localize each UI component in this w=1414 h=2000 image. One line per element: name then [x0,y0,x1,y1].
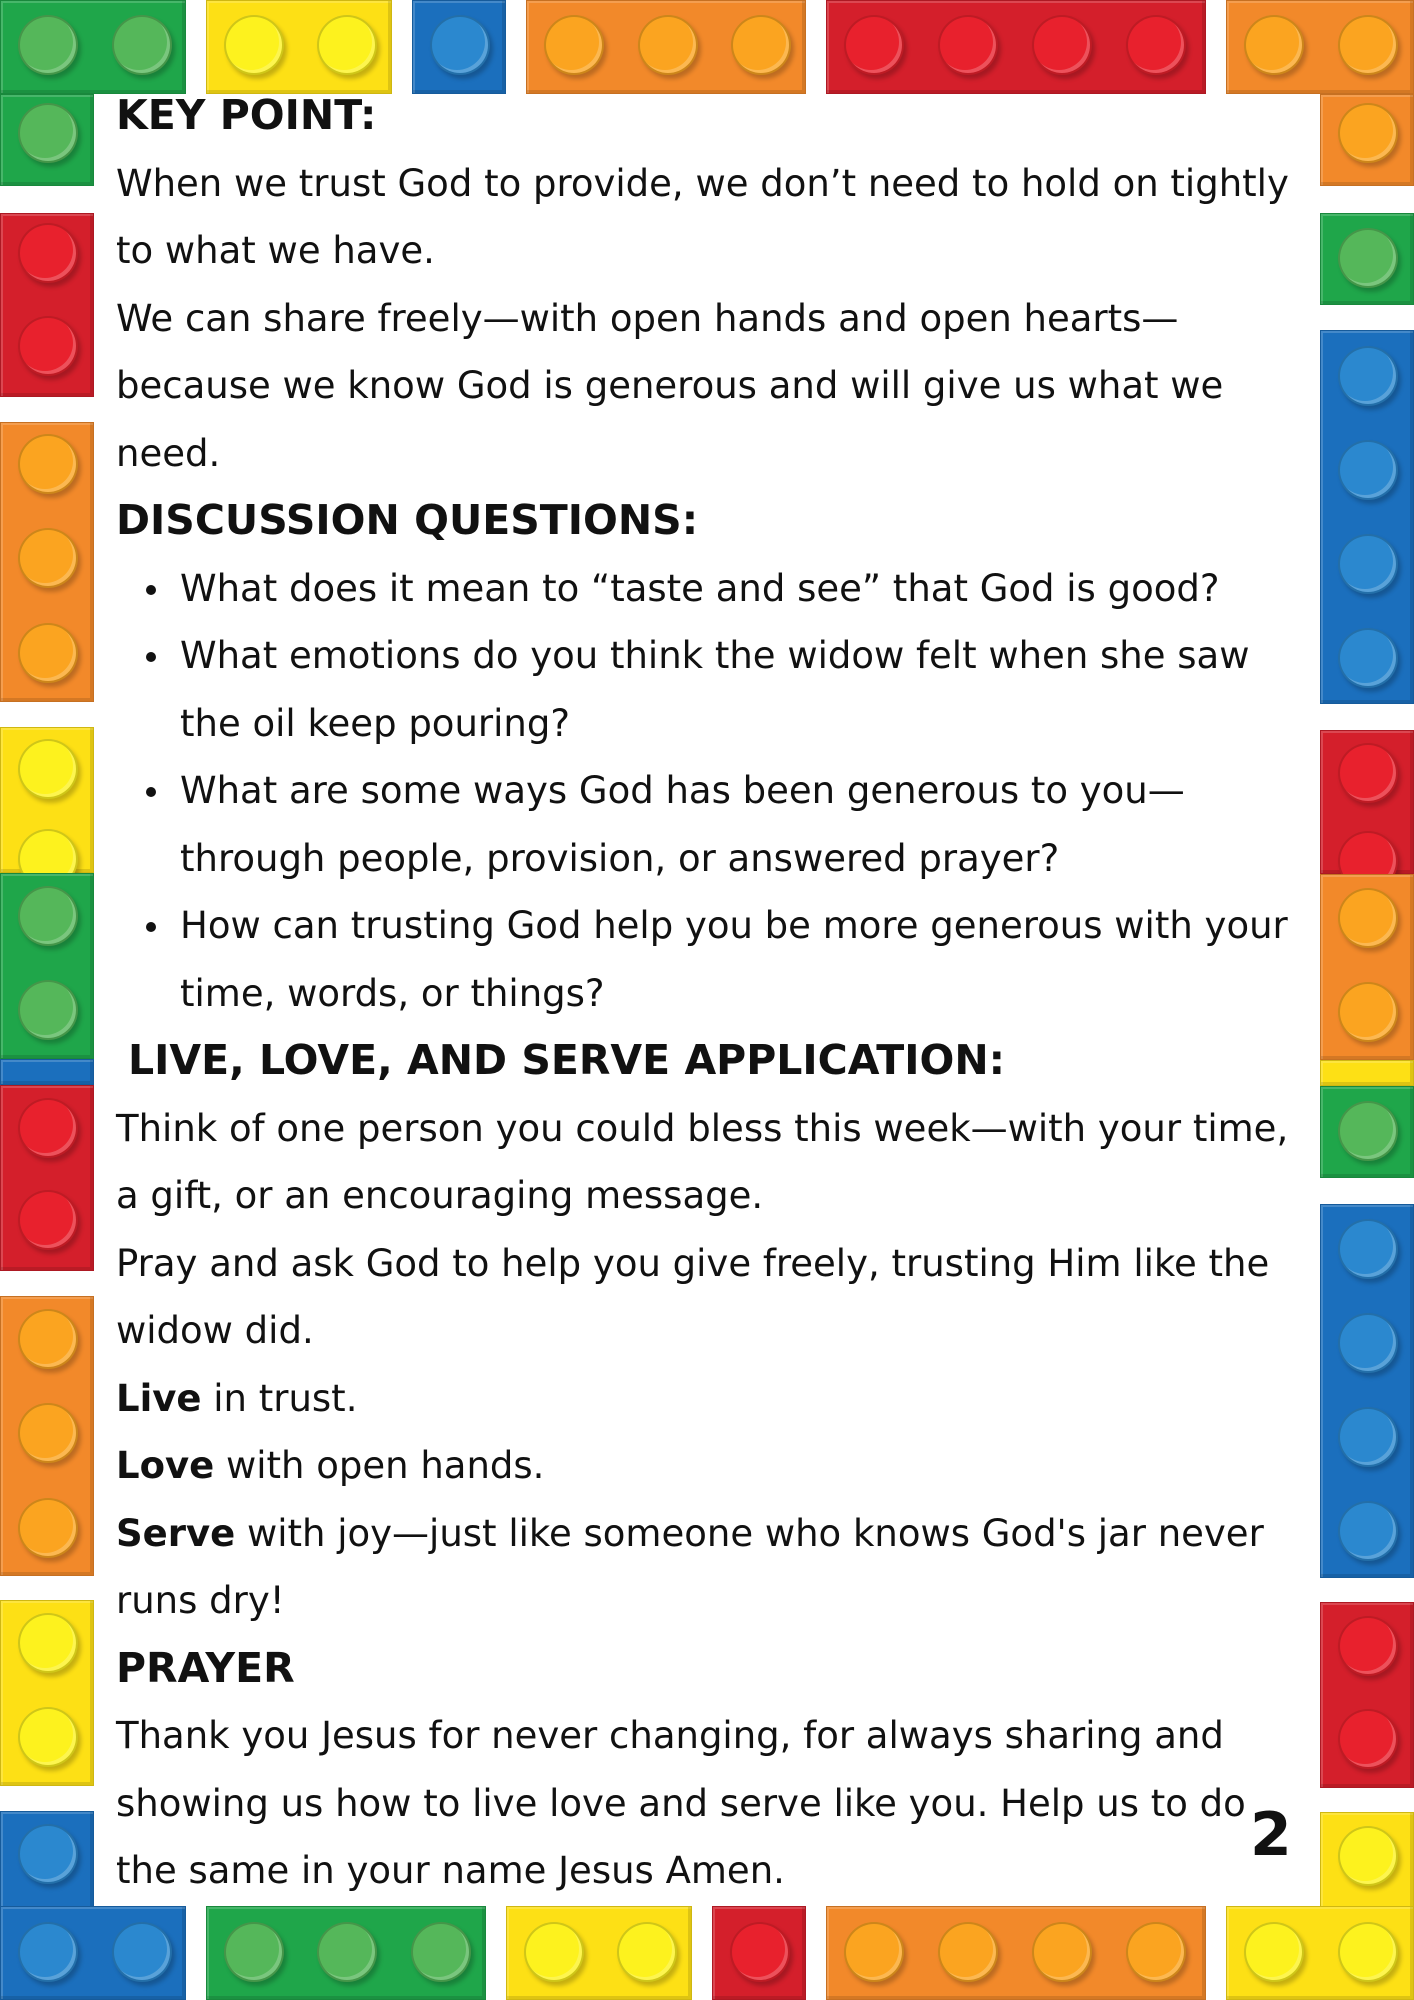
discussion-question: What does it mean to “taste and see” that God is good? [180,555,1316,623]
yellow-lego-brick [0,1600,94,1786]
application-heading: LIVE, LOVE, AND SERVE APPLICATION: [128,1036,1006,1084]
lego-stud [938,15,998,75]
lego-stud [1338,1407,1398,1467]
yellow-lego-brick [1320,1812,1414,1910]
lego-stud [1338,628,1398,688]
application-point-live [116,1365,1316,1433]
lego-stud [18,1498,78,1558]
lego-stud [524,1922,584,1982]
lego-stud [18,1824,78,1884]
lego-stud [1338,1501,1398,1561]
lego-stud [112,1922,172,1982]
blue-lego-brick [0,1059,94,1085]
lego-stud [730,1922,790,1982]
lego-stud [18,223,78,283]
lego-stud [18,980,78,1040]
lego-stud [1032,1922,1092,1982]
green-lego-brick [0,0,186,94]
lego-stud [1032,15,1092,75]
discussion-question: What are some ways God has been generous to you—through people, provision, or answered prayer? [180,757,1316,892]
red-lego-brick [0,213,94,397]
lego-stud [1338,1826,1398,1886]
lego-stud [317,1922,377,1982]
lego-stud [617,1922,677,1982]
lego-stud [1338,743,1398,803]
lego-stud [18,528,78,588]
lego-stud [411,1922,471,1982]
application-point-love-bold: Love [116,1444,215,1487]
application-point-live-text: in trust. [201,1376,358,1420]
lego-stud [18,1309,78,1369]
lego-stud [18,434,78,494]
yellow-lego-brick [506,1906,692,2000]
lego-stud [112,15,172,75]
lego-stud [1338,1101,1398,1161]
orange-lego-brick [1320,94,1414,186]
lego-stud [18,1922,78,1982]
key-point-heading: KEY POINT: [116,91,377,139]
application-point-love-text: with open hands. [214,1444,545,1487]
page-content [116,82,1316,1905]
orange-lego-brick [1226,0,1414,94]
lego-stud [1244,1922,1304,1982]
lego-stud [1338,1922,1398,1982]
red-lego-brick [826,0,1206,94]
lego-stud [938,1922,998,1982]
lego-stud [317,15,377,75]
yellow-lego-brick [0,727,94,873]
red-lego-brick [1320,730,1414,874]
lego-stud [1338,1616,1398,1676]
orange-lego-brick [0,1296,94,1576]
lego-stud [544,15,604,75]
blue-lego-brick [412,0,506,94]
lego-stud [18,316,78,376]
blue-lego-brick [0,1811,94,1911]
prayer-heading: PRAYER [116,1643,295,1692]
discussion-heading: DISCUSSION QUESTIONS: [116,496,699,544]
lego-stud [1338,1219,1398,1279]
lego-stud [18,1613,78,1673]
lego-stud [731,15,791,75]
discussion-section [116,487,1316,1027]
lego-stud [1338,1709,1398,1769]
lego-stud [18,1403,78,1463]
lego-stud [1338,1313,1398,1373]
green-lego-brick [1320,213,1414,305]
lego-stud [638,15,698,75]
lego-stud [18,1190,78,1250]
key-point-paragraph-2: We can share freely—with open hands and open hearts—because we know God is generous and will give us what we need. [116,296,1224,475]
yellow-lego-brick [1320,1060,1414,1086]
orange-lego-brick [526,0,806,94]
lego-stud [1338,15,1398,75]
application-paragraph-2: Pray and ask God to help you give freely, trusting Him like the widow did. [116,1241,1270,1352]
lego-stud [18,103,78,163]
orange-lego-brick [826,1906,1206,2000]
lego-stud [1338,228,1398,288]
lego-stud [1338,346,1398,406]
lego-stud [18,886,78,946]
yellow-lego-brick [206,0,392,94]
lego-stud [1338,534,1398,594]
lego-stud [430,15,490,75]
lego-stud [844,15,904,75]
lego-stud [18,623,78,683]
discussion-question: How can trusting God help you be more generous with your time, words, or things? [180,892,1316,1027]
lego-stud [224,15,284,75]
lego-stud [1126,1922,1186,1982]
green-lego-brick [206,1906,486,2000]
blue-lego-brick [1320,1204,1414,1578]
application-point-serve-bold: Serve [116,1511,236,1555]
application-point-love [116,1432,1316,1500]
blue-lego-brick [0,1906,186,2000]
prayer-section [116,1635,1316,1905]
application-point-live-bold: Live [116,1376,202,1420]
yellow-lego-brick [1226,1906,1414,2000]
lego-stud [1338,440,1398,500]
application-point-serve [116,1500,1316,1635]
lego-stud [18,1098,78,1158]
lego-stud [18,15,78,75]
lego-stud [1244,15,1304,75]
green-lego-brick [1320,1086,1414,1178]
red-lego-brick [1320,1602,1414,1788]
key-point-paragraph-1: When we trust God to provide, we don’t need to hold on tightly to what we have. [116,161,1289,272]
red-lego-brick [712,1906,806,2000]
key-point-section [116,82,1316,487]
green-lego-brick [0,873,94,1059]
application-section [116,1027,1316,1635]
discussion-question: What emotions do you think the widow felt when she saw the oil keep pouring? [180,622,1316,757]
lego-stud [18,739,78,799]
blue-lego-brick [1320,330,1414,704]
discussion-question-list [116,555,1316,1028]
lego-stud [1338,888,1398,948]
red-lego-brick [0,1085,94,1271]
application-point-serve-text: with joy—just like someone who knows God's jar never runs dry! [116,1511,1264,1622]
application-paragraph-1: Think of one person you could bless this week—with your time, a gift, or an encouraging message. [116,1106,1289,1217]
lego-stud [1338,982,1398,1042]
lego-stud [18,1707,78,1767]
orange-lego-brick [1320,874,1414,1060]
lego-stud [1338,103,1398,163]
lego-stud [844,1922,904,1982]
orange-lego-brick [0,422,94,702]
page-number: 2 [1250,1800,1292,1870]
lego-stud [1126,15,1186,75]
prayer-text: Thank you Jesus for never changing, for always sharing and showing us how to live love and serve like you. Help us to do the same in your name Jesus Amen. [116,1714,1246,1892]
green-lego-brick [0,94,94,186]
lego-stud [224,1922,284,1982]
